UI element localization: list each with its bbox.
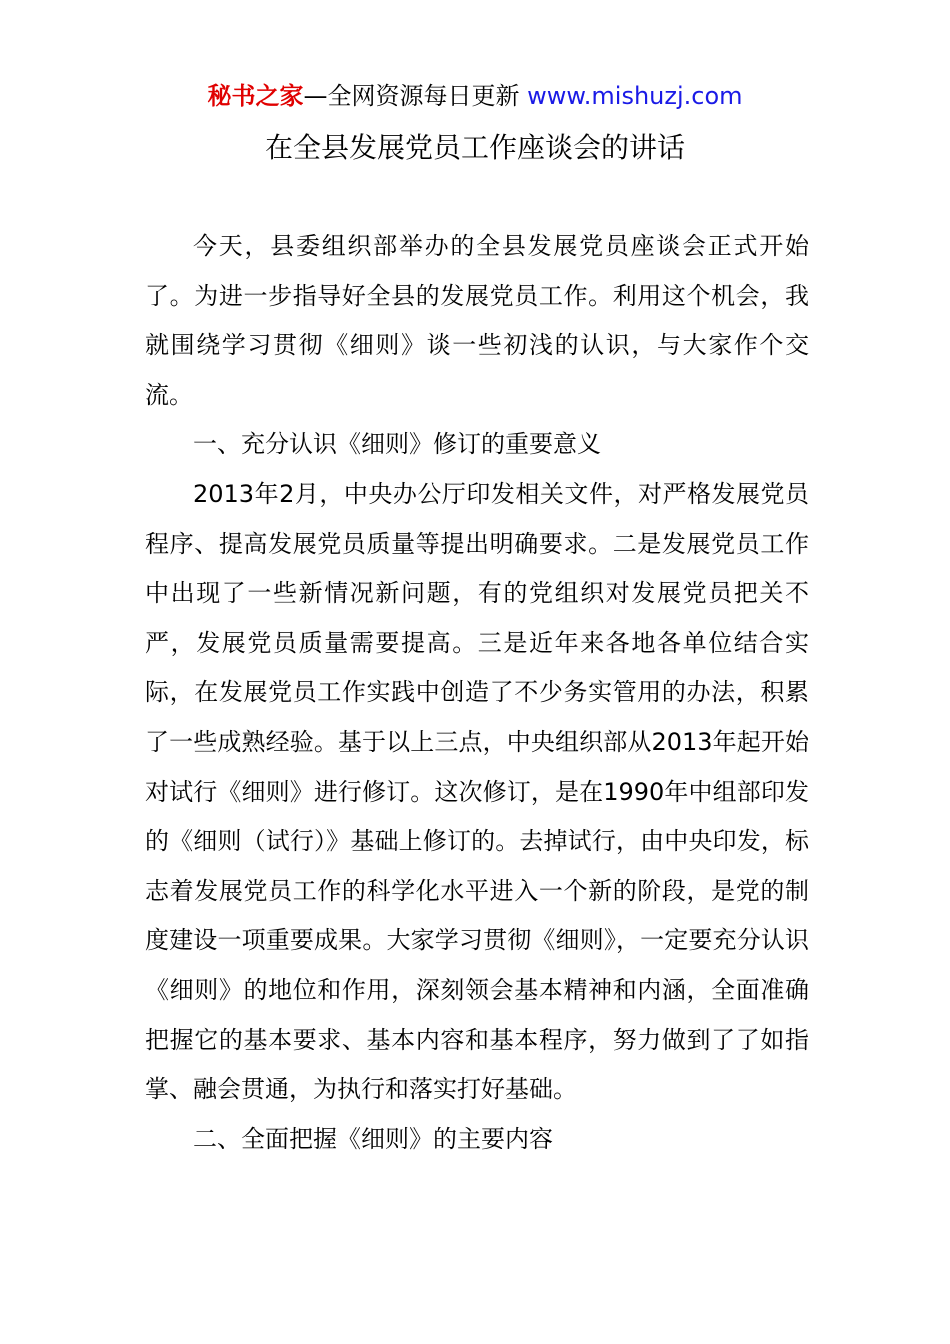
section-heading-1: 一、充分认识《细则》修订的重要意义 (193, 430, 601, 459)
document-title: 在全县发展党员工作座谈会的讲话 (264, 131, 685, 164)
paragraph-section-1: 2013年2月，中央办公厅印发相关文件，对严格发展党员程序、提高发展党员质量等提出明确要求。二是发展党员工作中出现了一些新情况新问题，有的党组织对发展党员把关不严，发展党员质量需要提高。三是近年来各地各单位结合实际，在发展党员工作实践中创造了不少务实管用的办法，积累了一些成熟经验。基于以上三点，中央组织部从2013年起开始对试行《细则》进行修订。这次修订，是在1990年中组部印发的《细则（试行）》基础上修订的。去掉试行，由中央印发，标志着发展党员工作的科学化水平进入一个新的阶段，是党的制度建设一项重要成果。大家学习贯彻《细则》，一定要充分认识《细则》的地位和作用，深刻领会基本精神和内涵，全面准确把握它的基本要求、基本内容和基本程序，努力做到了了如指掌、融会贯通，为执行和落实打好基础。 (145, 479, 809, 1104)
header-dash: — (303, 82, 328, 110)
section-heading-2: 二、全面把握《细则》的主要内容 (193, 1124, 553, 1153)
document-body (145, 222, 809, 1164)
site-tagline: 全网资源每日更新 (327, 82, 520, 110)
paragraph-opening: 今天，县委组织部举办的全县发展党员座谈会正式开始了。为进一步指导好全县的发展党员工作。利用这个机会，我就围绕学习贯彻《细则》谈一些初浅的认识，与大家作个交流。 (145, 232, 809, 409)
site-url-link[interactable]: www.mishuzj.com (527, 82, 743, 110)
site-brand: 秘书之家 (207, 82, 304, 110)
site-header (0, 80, 950, 112)
